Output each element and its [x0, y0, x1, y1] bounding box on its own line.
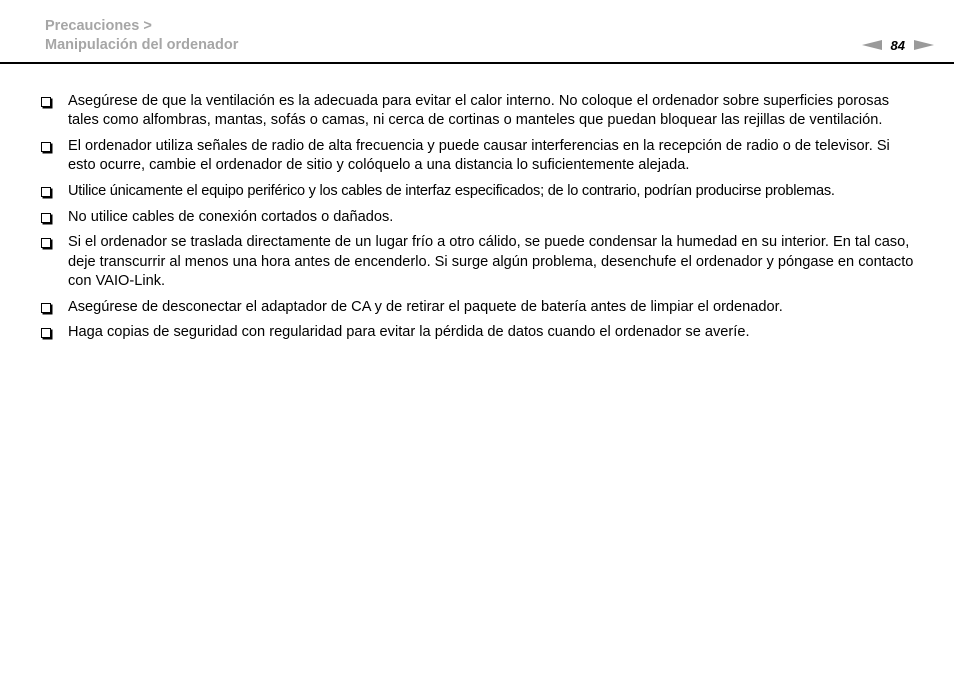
checkbox-bullet-icon — [41, 213, 51, 223]
list-item-text: Haga copias de seguridad con regularidad para evitar la pérdida de datos cuando el ordenador se averíe. — [68, 324, 750, 341]
checkbox-bullet-icon — [41, 303, 51, 313]
list-item — [40, 323, 920, 342]
page-header — [0, 0, 954, 64]
next-page-arrow-icon[interactable] — [914, 40, 934, 50]
checkbox-bullet-icon — [41, 187, 51, 197]
list-item-text: El ordenador utiliza señales de radio de alta frecuencia y puede causar interferencias en la recepción de radio o de televisor. Si esto ocurre, cambie el ordenador de sitio y colóquelo a una distancia lo suficientemente alejada. — [68, 137, 890, 174]
precautions-list — [40, 92, 920, 343]
list-item — [40, 298, 920, 317]
list-item — [40, 92, 920, 131]
list-item-text: Asegúrese de desconectar el adaptador de CA y de retirar el paquete de batería antes de limpiar el ordenador. — [68, 298, 783, 315]
list-item — [40, 137, 920, 176]
checkbox-bullet-icon — [41, 142, 51, 152]
breadcrumb-current-page: Manipulación del ordenador — [45, 37, 239, 53]
breadcrumb — [45, 17, 238, 55]
list-item-text: No utilice cables de conexión cortados o dañados. — [68, 208, 394, 225]
checkbox-bullet-icon — [41, 238, 51, 248]
previous-page-arrow-icon[interactable] — [862, 40, 882, 50]
breadcrumb-section-link[interactable]: Precauciones > — [45, 18, 152, 34]
header-divider — [0, 62, 954, 64]
list-item-text: Asegúrese de que la ventilación es la adecuada para evitar el calor interno. No coloque el ordenador sobre superficies porosas tales como alfombras, mantas, sofás o camas, ni cerca de cortinas o manteles que puedan bloquear las rejillas de ventilación. — [68, 93, 889, 129]
list-item-text: Si el ordenador se traslada directamente de un lugar frío a otro cálido, se puede condensar la humedad en su interior. En tal caso, deje transcurrir al menos una hora antes de encenderlo. Si surge algún problema, desenchufe el ordenador y póngase en contacto con VAIO-Link. — [68, 234, 914, 289]
list-item — [40, 208, 920, 227]
list-item-text: Utilice únicamente el equipo periférico y los cables de interfaz especificados; de lo contrario, podrían producirse problemas. — [68, 182, 835, 199]
list-item — [40, 182, 920, 201]
checkbox-bullet-icon — [41, 97, 51, 107]
list-item — [40, 233, 920, 291]
page-number: 84 — [890, 37, 905, 53]
page-navigation — [862, 37, 934, 53]
checkbox-bullet-icon — [41, 328, 51, 338]
main-content — [40, 92, 920, 349]
